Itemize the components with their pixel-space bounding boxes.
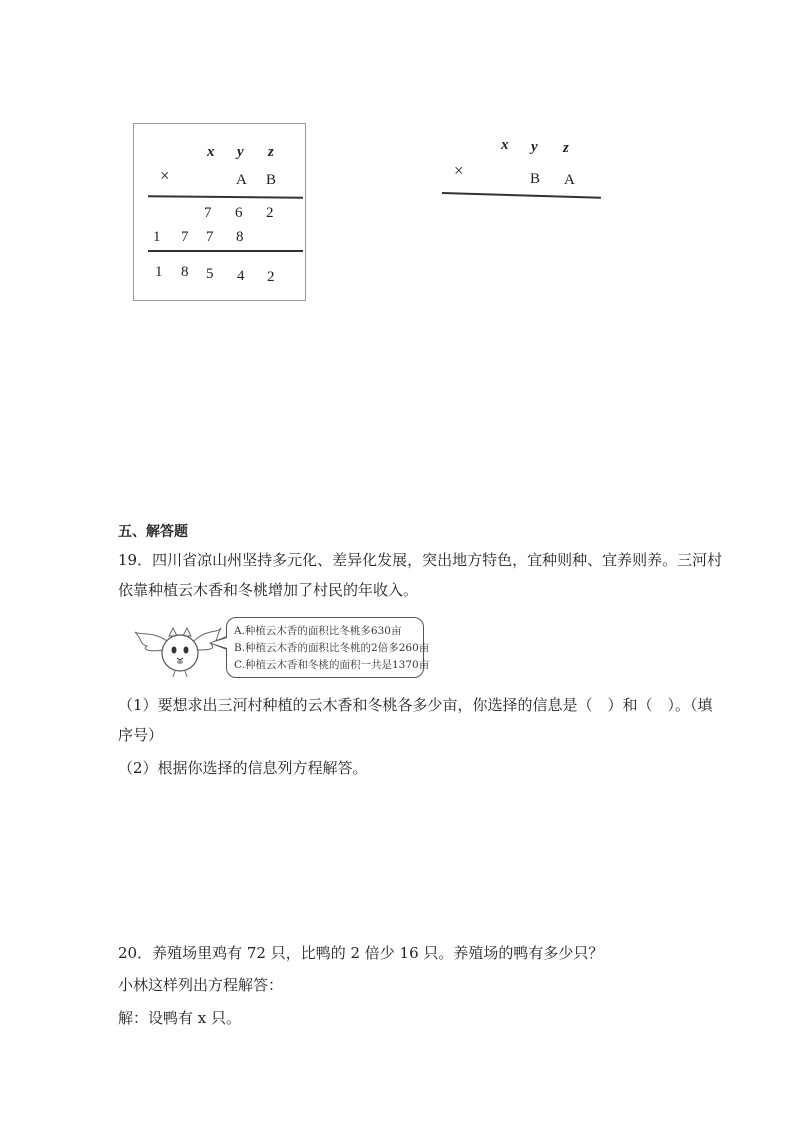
digit-b: B — [530, 171, 541, 187]
rule-line — [148, 250, 303, 252]
result-digit: 5 — [206, 266, 214, 282]
q19-sub1-line1: （1）要想求出三河村种植的云木香和冬桃各多少亩，你选择的信息是（ ）和（ ）。（填 — [118, 696, 713, 714]
q20-text-line2: 小林这样列出方程解答： — [118, 976, 284, 994]
var-x: x — [501, 137, 509, 153]
partial2-digit: 7 — [181, 229, 189, 245]
partial1-digit: 7 — [204, 205, 212, 221]
bubble-tail-inner — [211, 638, 227, 648]
info-option-b: B.种植云木香的面积比冬桃的2倍多260亩 — [234, 642, 430, 654]
partial1-digit: 6 — [235, 205, 243, 221]
times-sign: × — [454, 161, 464, 180]
result-digit: 2 — [267, 269, 275, 285]
q19-sub1-line2: 序号） — [118, 726, 164, 744]
var-y: y — [531, 139, 538, 155]
partial2-digit: 8 — [236, 229, 244, 245]
times-sign: × — [160, 166, 170, 185]
digit-b: B — [266, 172, 277, 188]
q19-sub2: （2）根据你选择的信息列方程解答。 — [118, 759, 368, 777]
result-digit: 1 — [155, 264, 163, 280]
info-option-c: C.种植云木香和冬桃的面积一共是1370亩 — [234, 659, 430, 671]
var-z: z — [563, 140, 569, 156]
info-speech-bubble — [226, 617, 430, 678]
q20-text-line3: 解：设鸭有 x 只。 — [118, 1009, 241, 1027]
digit-a: A — [236, 172, 247, 188]
q20-text-line1: 20．养殖场里鸡有 72 只，比鸭的 2 倍少 16 只。养殖场的鸭有多少只？ — [118, 944, 604, 962]
result-digit: 8 — [181, 264, 189, 280]
result-digit: 4 — [237, 268, 245, 284]
var-y: y — [237, 144, 244, 160]
q19-text-line1: 19．四川省凉山州坚持多元化、差异化发展，突出地方特色，宜种则种、宜养则养。三河村 — [118, 551, 723, 569]
info-option-a: A.种植云木香的面积比冬桃多630亩 — [234, 625, 402, 637]
digit-a: A — [564, 172, 575, 188]
bird-mascot-illustration — [133, 622, 223, 682]
var-z: z — [268, 144, 274, 160]
partial1-digit: 2 — [266, 205, 274, 221]
q19-text-line2: 依靠种植云木香和冬桃增加了村民的年收入。 — [118, 581, 419, 599]
var-x: x — [207, 144, 215, 160]
partial2-digit: 1 — [153, 229, 161, 245]
rule-line — [442, 192, 601, 199]
section-title: 五、解答题 — [118, 524, 188, 540]
partial2-digit: 7 — [206, 229, 214, 245]
